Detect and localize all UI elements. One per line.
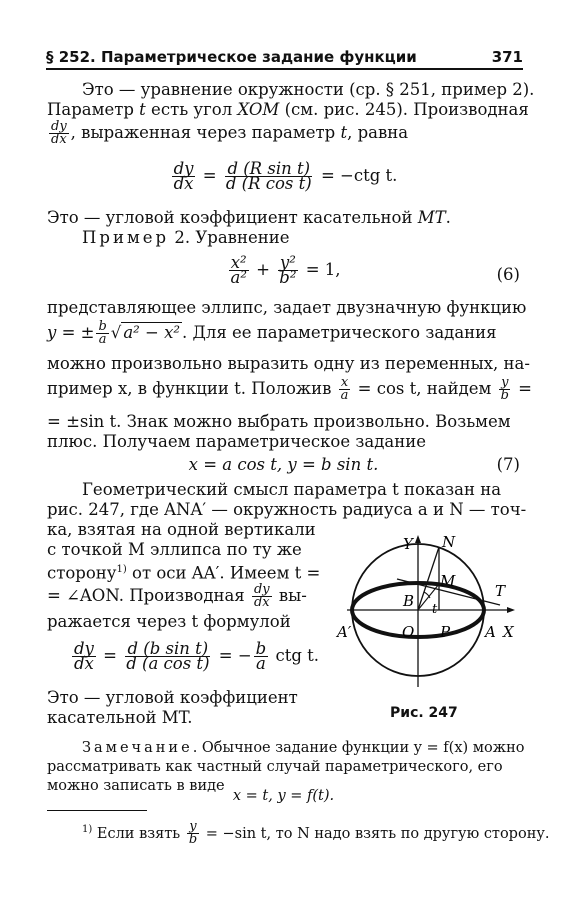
text-line: можно произвольно выразить одну из переменных, на-: [47, 354, 530, 373]
figure-247-diagram: [335, 527, 535, 697]
x-axis-arrow: [507, 607, 515, 613]
equation-6: $\frac{\text{x²}}{\text{a²}}$ + $\frac{\text{y²}}{\text{b²}}$ = 1,: [230, 253, 341, 287]
remark-line: можно записать в виде: [47, 778, 225, 794]
text-line: касательной MT.: [47, 708, 193, 727]
text-line: = ±sin t. Знак можно выбрать произвольно. Возьмем: [47, 412, 511, 431]
fraction: $\frac{dy}{dx}$: [51, 119, 67, 147]
label-p: P: [440, 623, 451, 641]
label-x: X: [503, 623, 514, 641]
label-t-tangent: T: [495, 582, 506, 600]
text-line: = ∠AON. Производная $\frac{dy}{dx}$ вы-: [47, 582, 307, 610]
text-line: ражается через t формулой: [47, 612, 291, 631]
page-number: 371: [491, 48, 523, 66]
example-heading: Пример 2. Уравнение: [82, 228, 290, 247]
text-line: ка, взятая на одной вертикали: [47, 520, 316, 539]
running-header: [46, 42, 523, 66]
figure-caption: Рис. 247: [390, 705, 458, 721]
text-line: Это — угловой коэффициент: [47, 688, 298, 707]
text-line: с точкой M эллипса по ту же: [47, 540, 302, 559]
equation-7: x = a cos t, y = b sin t.: [188, 455, 379, 474]
label-t-angle: t: [432, 602, 438, 617]
remark-equation: x = t, y = f(t).: [232, 788, 335, 804]
label-m: M: [440, 572, 456, 590]
remark-line: рассматривать как частный случай параметрического, его: [47, 759, 503, 775]
equation-ellipse-derivative: $\frac{dy}{dx}$ = $\frac{\text{d (b sin t)}}{\text{d (a cos t)}}$ = − $\frac{b}{a}$ ctg t.: [74, 639, 320, 673]
text-line: Геометрический смысл параметра t показан на: [82, 480, 502, 499]
label-a-prime: A′: [337, 623, 352, 641]
section-title: § 252. Параметрическое задание функции: [46, 48, 417, 66]
equation-derivative: $\frac{dy}{dx}$ = $\frac{\text{d (R sin t)}}{\text{d (R cos t)}}$ = −ctg t.: [173, 159, 398, 193]
label-o: O: [402, 623, 415, 641]
angle-arc: [424, 592, 430, 598]
text-line: y = ± $\frac{b}{a}$ √ a² − x² . Для ее параметрического задания: [47, 319, 497, 347]
footnote: $^{1)}$ Если взять $\frac{y}{b}$ = −sin t, то N надо взять по другую сторону.: [82, 819, 550, 848]
label-y: Y: [403, 535, 413, 553]
header-rule: [46, 68, 523, 70]
text-line: $\frac{dy}{dx}$ , выраженная через параметр t, равна: [51, 119, 409, 147]
text-line: плюс. Получаем параметрическое задание: [47, 432, 426, 451]
text-line: Параметр t есть угол XOM (см. рис. 245). Производная: [47, 100, 529, 119]
label-n: N: [442, 533, 456, 551]
text-line: Это — уравнение окружности (ср. § 251, пример 2).: [82, 80, 535, 99]
text-line: рис. 247, где ANA′ — окружность радиуса a и N — точ-: [47, 500, 527, 519]
text-line: пример x, в функции t. Положив $\frac{x}{a}$ = cos t, найдем $\frac{y}{b}$ =: [47, 375, 532, 403]
remark-line: Замечание. Обычное задание функции y = f(x) можно: [82, 740, 525, 756]
radius-on: [418, 547, 439, 610]
y-axis-arrow: [415, 535, 421, 543]
text-line: сторону$^{1)}$ от оси AA′. Имеем t =: [47, 563, 321, 583]
label-a: A: [485, 623, 496, 641]
text-line: Это — угловой коэффициент касательной MT.: [47, 208, 451, 227]
footnote-rule: [47, 810, 147, 811]
label-b: B: [403, 592, 415, 610]
equation-number: (6): [496, 265, 520, 284]
text-line: представляющее эллипс, задает двузначную функцию: [47, 298, 527, 317]
equation-number: (7): [496, 455, 520, 474]
